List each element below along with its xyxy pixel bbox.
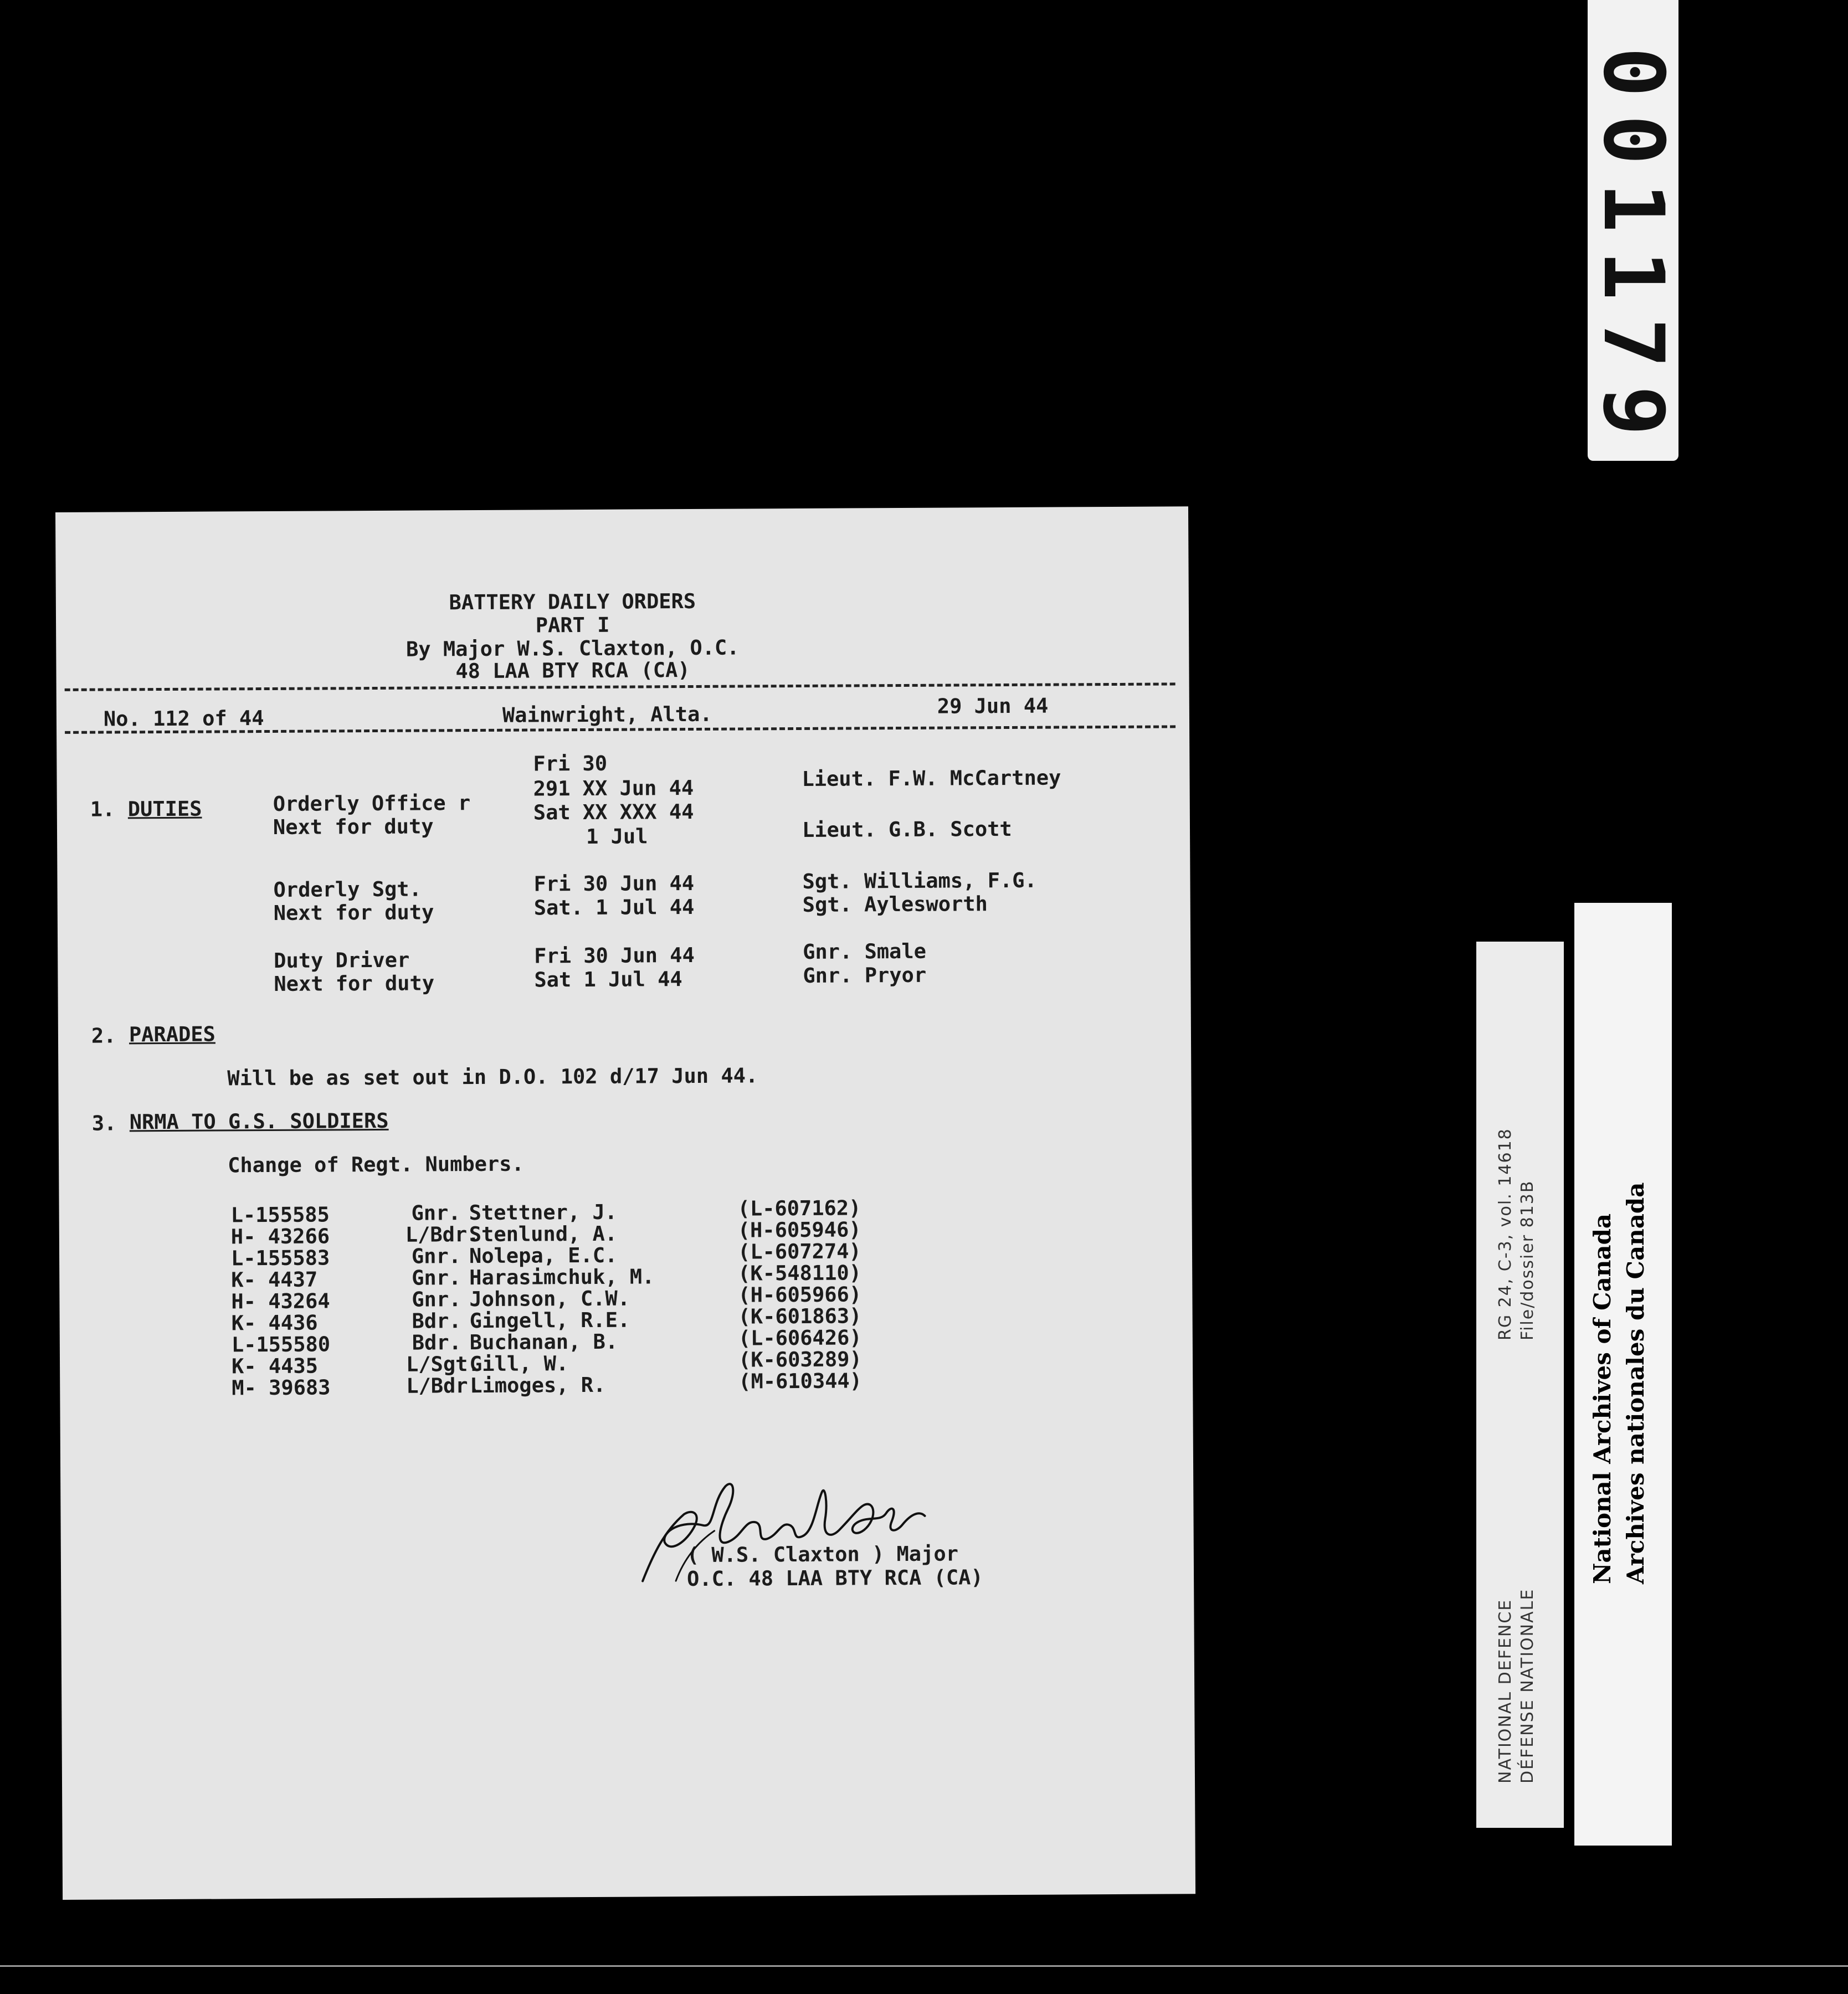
archive-reference: RG 24, C-3, vol. 14618 (1496, 1128, 1515, 1340)
department-fr: DÉFENSE NATIONALE (1518, 1588, 1537, 1784)
duty-role: Next for duty (273, 814, 434, 839)
new-number: (H-605966) (738, 1282, 862, 1307)
old-number: H- 43266 (230, 1224, 330, 1249)
department-en: NATIONAL DEFENCE (1496, 1599, 1515, 1784)
parades-heading: PARADES (129, 1022, 215, 1047)
old-number: H- 43264 (231, 1289, 330, 1314)
header-part: PART I (535, 613, 610, 638)
duty-role: Orderly Sgt. (273, 877, 422, 902)
order-number: No. 112 of 44 (103, 706, 264, 731)
archive-file: File/dossier 813B (1518, 1180, 1537, 1340)
header-authority: By Major W.S. Claxton, O.C. (405, 635, 740, 661)
new-number: (H-605946) (737, 1217, 861, 1242)
old-number: M- 39683 (232, 1375, 331, 1400)
parades-text: Will be as set out in D.O. 102 d/17 Jun 44. (227, 1063, 758, 1091)
frame-number: 001179 (1585, 47, 1681, 454)
signature-name: ( W.S. Claxton ) Major (686, 1541, 959, 1568)
duty-name: Lieut. F.W. McCartney (802, 765, 1061, 791)
duty-date: Fri 30 (533, 751, 608, 776)
new-number: (M-610344) (738, 1369, 863, 1394)
archives-name-fr: Archives nationales du Canada (1622, 1182, 1649, 1584)
rank: Bdr. (412, 1309, 461, 1333)
duties-heading-number: 1. (90, 797, 115, 821)
duty-date-struck: Sat XX XXX 44 (533, 799, 694, 825)
duty-role: Next for duty (273, 900, 434, 925)
signature-title: O.C. 48 LAA BTY RCA (CA) (686, 1565, 983, 1591)
new-number: (L-607274) (737, 1239, 861, 1264)
order-place: Wainwright, Alta. (502, 702, 712, 727)
duty-name: Gnr. Pryor (803, 963, 927, 988)
header-unit: 48 LAA BTY RCA (CA) (455, 658, 690, 683)
old-number: L-155583 (230, 1246, 330, 1271)
duty-date: 1 Jul (586, 824, 648, 849)
duty-name: Sgt. Aylesworth (802, 892, 988, 917)
header-title: BATTERY DAILY ORDERS (449, 589, 696, 615)
duty-date: Fri 30 Jun 44 (534, 943, 695, 968)
order-date: 29 Jun 44 (937, 693, 1049, 718)
archive-reference-strip (1476, 942, 1564, 1828)
old-number: K- 4435 (231, 1354, 319, 1379)
soldier-name: Buchanan, B. (469, 1329, 618, 1355)
rank: Gnr. (411, 1244, 461, 1268)
duty-role: Next for duty (274, 971, 435, 996)
old-number: K- 4437 (231, 1267, 318, 1292)
document-page (55, 506, 1195, 1900)
duty-date: Sat. 1 Jul 44 (533, 895, 695, 920)
duty-name: Lieut. G.B. Scott (802, 816, 1012, 842)
new-number: (K-603289) (738, 1347, 862, 1372)
soldier-name: Gingell, R.E. (469, 1308, 630, 1333)
new-number: (L-606426) (738, 1325, 862, 1350)
new-number: (K-601863) (738, 1304, 862, 1329)
national-archives-strip (1574, 903, 1672, 1846)
nrma-heading: NRMA TO G.S. SOLDIERS (129, 1108, 389, 1134)
soldier-name: Johnson, C.W. (469, 1286, 630, 1312)
new-number: (L-607162) (737, 1196, 861, 1221)
nrma-subheading: Change of Regt. Numbers. (228, 1152, 524, 1178)
soldier-name: Gill, W. (469, 1351, 569, 1376)
handwritten-signature (631, 1468, 1030, 1591)
duty-date: Fri 30 Jun 44 (533, 871, 695, 896)
film-edge-line (0, 1965, 1848, 1967)
soldier-name: Nolepa, E.C. (469, 1243, 618, 1268)
duty-date-struck: 291 XX Jun 44 (533, 775, 694, 801)
duty-name: Sgt. Williams, F.G. (802, 868, 1037, 893)
duty-role: Duty Driver (274, 948, 410, 973)
duty-date: Sat 1 Jul 44 (534, 967, 682, 992)
duty-role: Orderly Office r (273, 791, 471, 816)
soldier-name: Harasimchuk, M. (469, 1265, 655, 1290)
parades-heading-number: 2. (91, 1024, 116, 1048)
old-number: L-155585 (230, 1202, 330, 1227)
duty-name: Gnr. Smale (803, 939, 927, 964)
nrma-heading-number: 3. (91, 1111, 117, 1135)
old-number: K- 4436 (231, 1311, 318, 1335)
rank: L/Sgt. (405, 1352, 480, 1376)
rank: L/Bdr. (406, 1374, 481, 1398)
new-number: (K-548110) (738, 1261, 862, 1286)
archives-name-en: National Archives of Canada (1589, 1213, 1616, 1584)
duties-heading: DUTIES (127, 796, 202, 821)
rank: L/Bdr. (405, 1222, 480, 1247)
soldier-name: Stenlund, A. (469, 1221, 618, 1247)
rank: Gnr. (412, 1287, 461, 1312)
rank: Bdr. (412, 1330, 461, 1355)
soldier-name: Limoges, R. (470, 1373, 606, 1398)
dashed-rule-top (65, 682, 1175, 691)
rank: Gnr. (412, 1266, 461, 1290)
frame-number-strip (1585, 0, 1681, 461)
rank: Gnr. (411, 1201, 461, 1225)
soldier-name: Stettner, J. (469, 1200, 618, 1225)
old-number: L-155580 (231, 1332, 331, 1357)
